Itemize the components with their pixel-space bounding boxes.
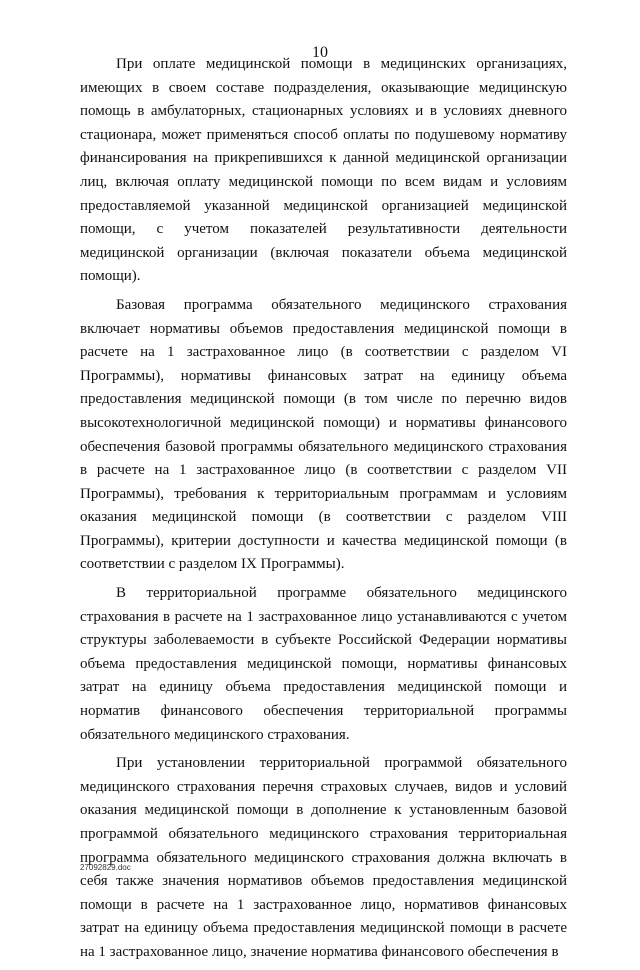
paragraph-territorial-program: В территориальной программе обязательного медицинского страхования в расчете на 1 застрахованное лицо устанавливаются с учетом структуры заболеваемости в субъекте Российской Федерации нормативы объема предоставления медицинской помощи, нормативы финансовых затрат на единицу объема предоставления медицинской помощи и норматив финансового обеспечения территориальной программы обязательного медицинского страхования. — [80, 585, 567, 743]
document-footer-code: 27092829.doc — [80, 863, 131, 872]
paragraph-additional-insurance-cases: При установлении территориальной программой обязательного медицинского страхования перечня страховых случаев, видов и условий оказания медицинской помощи в дополнение к установленным базовой программой обязательного медицинского страхования территориальная программа обязательного медицинского страхования должна включать в себя также значения нормативов объемов предоставления медицинской помощи в расчете на 1 застрахованное лицо, нормативов финансовых затрат на единицу объема предоставления медицинской помощи в расчете на 1 застрахованное лицо, значение норматива финансового обеспечения в — [80, 755, 567, 960]
paragraph-base-program: Базовая программа обязательного медицинского страхования включает нормативы объемов предоставления медицинской помощи в расчете на 1 застрахованное лицо (в соответствии с разделом VI Программы), нормативы финансовых затрат на единицу объема предоставления медицинской помощи (в том числе по перечню видов высокотехнологичной медицинской помощи) и нормативы финансового обеспечения базовой программы обязательного медицинского страхования в расчете на 1 застрахованное лицо (в соответствии с разделом VII Программы), требования к территориальным программам и условиям оказания медицинской помощи (в соответствии с разделом VIII Программы), критерии доступности и качества медицинской помощи (в соответствии с разделом IX Программы). — [80, 296, 567, 573]
document-body — [80, 53, 567, 970]
page-number: 10 — [312, 44, 328, 61]
paragraph-payment-methods: При оплате медицинской помощи в медицинских организациях, имеющих в своем составе подразделения, оказывающие медицинскую помощь в амбулаторных, стационарных условиях и в условиях дневного стационара, может применяться способ оплаты по подушевому нормативу финансирования на прикрепившихся к данной медицинской организации лиц, включая оплату медицинской помощи по всем видам и условиям предоставляемой указанной медицинской организацией медицинской помощи, с учетом показателей результативности деятельности медицинской организации (включая показатели объема медицинской помощи). — [80, 56, 567, 285]
